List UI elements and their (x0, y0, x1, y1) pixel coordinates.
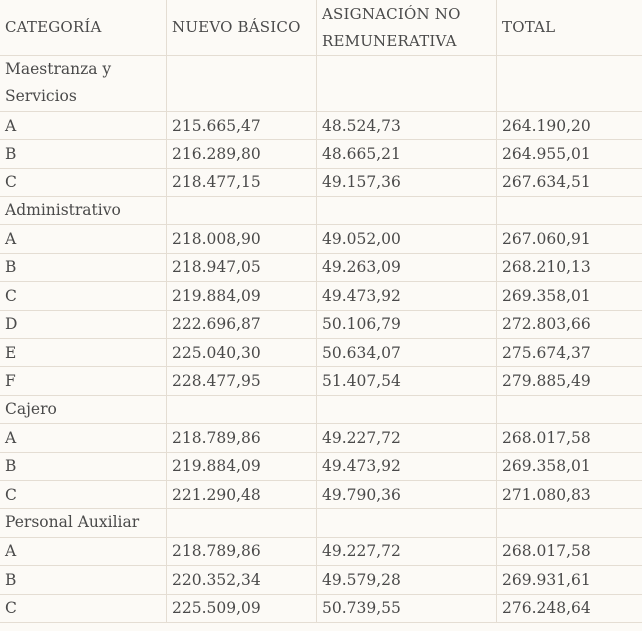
table-row (0, 310, 642, 338)
cell-asignacion: 51.407,54 (317, 367, 497, 395)
table-row (0, 367, 642, 395)
table-row (0, 424, 642, 452)
cell-asignacion: 49.227,72 (317, 537, 497, 565)
group-label: Cajero (0, 395, 167, 423)
cell-total: 268.017,58 (497, 537, 642, 565)
cell-basico: 218.789,86 (167, 424, 317, 452)
table-row (0, 253, 642, 281)
header-total: TOTAL (497, 0, 642, 56)
cell-total: 279.885,49 (497, 367, 642, 395)
cell-basico: 222.696,87 (167, 310, 317, 338)
table-row (0, 452, 642, 480)
table-row (0, 594, 642, 622)
cell-total: 268.017,58 (497, 424, 642, 452)
cell-asignacion: 50.739,55 (317, 594, 497, 622)
cell-categoria: C (0, 168, 167, 196)
cell-total: 264.190,20 (497, 111, 642, 139)
cell-basico: 218.477,15 (167, 168, 317, 196)
cell-asignacion: 49.579,28 (317, 566, 497, 594)
cell-basico: 219.884,09 (167, 282, 317, 310)
cell-total: 275.674,37 (497, 338, 642, 366)
cell-basico: 218.947,05 (167, 253, 317, 281)
cell-basico: 218.789,86 (167, 537, 317, 565)
cell-categoria: B (0, 452, 167, 480)
group-row-maestranza (0, 56, 642, 112)
table-row (0, 480, 642, 508)
table-row (0, 225, 642, 253)
header-row (0, 0, 642, 56)
cell-basico: 225.040,30 (167, 338, 317, 366)
group-label: Personal Auxiliar (0, 509, 167, 537)
cell-categoria: B (0, 566, 167, 594)
cell-categoria: E (0, 338, 167, 366)
cell-total: 269.931,61 (497, 566, 642, 594)
table-row (0, 111, 642, 139)
cell-basico: 216.289,80 (167, 140, 317, 168)
cell-total: 272.803,66 (497, 310, 642, 338)
header-nuevo-basico: NUEVO BÁSICO (167, 0, 317, 56)
group-row-administrativo (0, 196, 642, 224)
cell-categoria: A (0, 111, 167, 139)
cell-total: 269.358,01 (497, 282, 642, 310)
cell-asignacion: 49.473,92 (317, 282, 497, 310)
cell-basico: 218.008,90 (167, 225, 317, 253)
cell-total: 271.080,83 (497, 480, 642, 508)
cell-total: 269.358,01 (497, 452, 642, 480)
cell-basico: 228.477,95 (167, 367, 317, 395)
table-row (0, 282, 642, 310)
cell-total: 268.210,13 (497, 253, 642, 281)
group-row-personal-auxiliar (0, 509, 642, 537)
cell-asignacion: 49.790,36 (317, 480, 497, 508)
cell-total: 276.248,64 (497, 594, 642, 622)
cell-categoria: A (0, 424, 167, 452)
cell-asignacion: 49.052,00 (317, 225, 497, 253)
cell-categoria: A (0, 225, 167, 253)
cell-categoria: D (0, 310, 167, 338)
cell-categoria: C (0, 480, 167, 508)
table-row (0, 140, 642, 168)
cell-categoria: B (0, 253, 167, 281)
cell-total: 267.634,51 (497, 168, 642, 196)
cell-categoria: C (0, 282, 167, 310)
cell-total: 267.060,91 (497, 225, 642, 253)
cell-asignacion: 49.263,09 (317, 253, 497, 281)
cell-basico: 220.352,34 (167, 566, 317, 594)
group-label: Administrativo (0, 196, 167, 224)
cell-asignacion: 49.227,72 (317, 424, 497, 452)
cell-basico: 221.290,48 (167, 480, 317, 508)
header-asignacion-no-remunerativa: ASIGNACIÓN NO REMUNERATIVA (317, 0, 497, 56)
table-row (0, 338, 642, 366)
cell-asignacion: 50.106,79 (317, 310, 497, 338)
cell-categoria: B (0, 140, 167, 168)
cell-categoria: C (0, 594, 167, 622)
cell-total: 264.955,01 (497, 140, 642, 168)
cell-basico: 219.884,09 (167, 452, 317, 480)
group-label: Maestranza y Servicios (0, 56, 167, 112)
cell-categoria: F (0, 367, 167, 395)
table-row (0, 566, 642, 594)
cell-basico: 215.665,47 (167, 111, 317, 139)
cell-basico: 225.509,09 (167, 594, 317, 622)
header-categoria: CATEGORÍA (0, 0, 167, 56)
cell-asignacion: 49.157,36 (317, 168, 497, 196)
cell-asignacion: 48.524,73 (317, 111, 497, 139)
cell-asignacion: 49.473,92 (317, 452, 497, 480)
table-row (0, 168, 642, 196)
group-row-cajero (0, 395, 642, 423)
cell-categoria: A (0, 537, 167, 565)
cell-asignacion: 50.634,07 (317, 338, 497, 366)
table-row (0, 537, 642, 565)
cell-asignacion: 48.665,21 (317, 140, 497, 168)
